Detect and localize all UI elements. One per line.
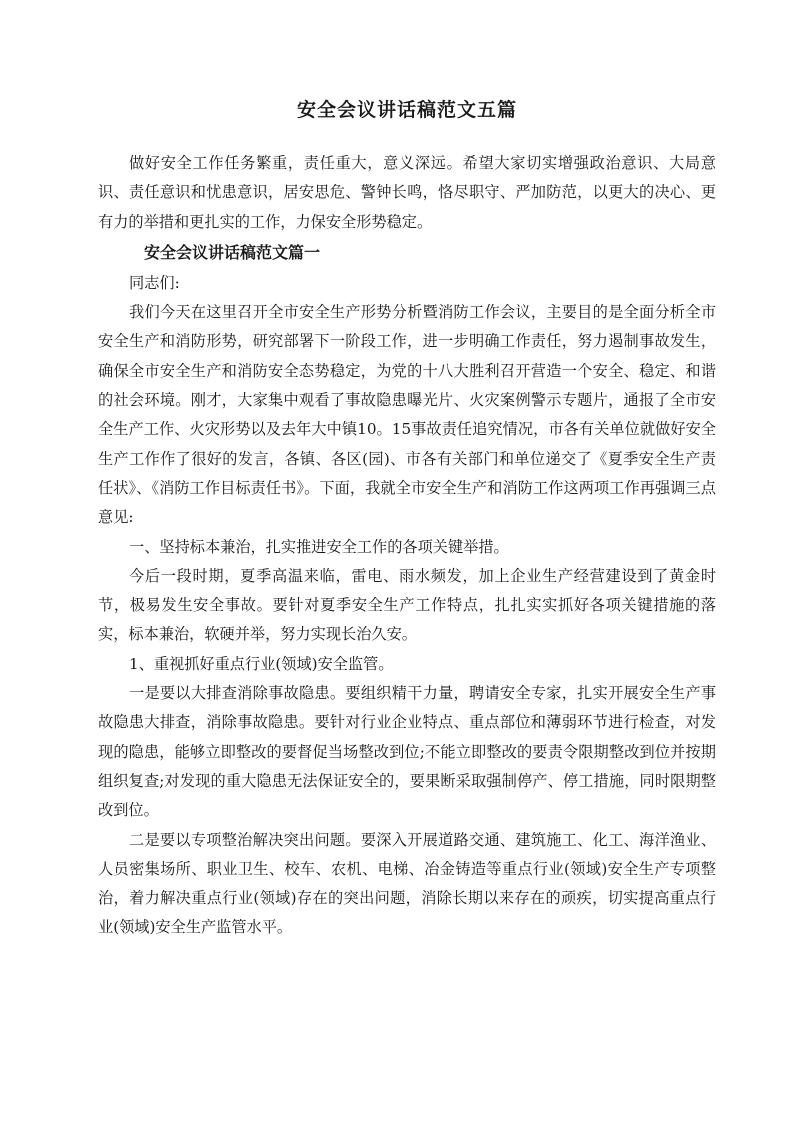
body-paragraph: 一是要以大排查消除事故隐患。要组织精干力量，聘请安全专家，扎实开展安全生产事故隐患大排查，消除事故隐患。要针对行业企业特点、重点部位和薄弱环节进行检查，对发现的隐患，能够立即整改的要督促当场整改到位;不能立即整改的要责令限期整改到位并按期组织复查;对发现的重大隐患无法保证安全的，要果断采取强制停产、停工措施，同时限期整改到位。 (98, 684, 716, 820)
intro-paragraph: 做好安全工作任务繁重，责任重大，意义深远。希望大家切实增强政治意识、大局意识、责任意识和忧患意识，居安思危、警钟长鸣，恪尽职守、严加防范，以更大的决心、更有力的举措和更扎实的工作，力保安全形势稳定。 (98, 154, 716, 231)
body-paragraph: 二是要以专项整治解决突出问题。要深入开展道路交通、建筑施工、化工、海洋渔业、人员密集场所、职业卫生、校车、农机、电梯、冶金铸造等重点行业(领域)安全生产专项整治，着力解决重点行业(领域)存在的突出问题，消除长期以来存在的顽疾，切实提高重点行业(领域)安全生产监管水平。 (98, 830, 716, 937)
opening-paragraph: 我们今天在这里召开全市安全生产形势分析暨消防工作会议，主要目的是全面分析全市安全生产和消防形势，研究部署下一阶段工作，进一步明确工作责任，努力遏制事故发生，确保全市安全生产和消防安全态势稳定，为党的十八大胜利召开营造一个安全、稳定、和谐的社会环境。刚才，大家集中观看了事故隐患曝光片、火灾案例警示专题片，通报了全市安全生产工作、火灾形势以及去年大中镇10。15事故责任追究情况，市各有关单位就做好安全生产工作作了很好的发言，各镇、各区(园)、市各有关部门和单位递交了《夏季安全生产责任状》、《消防工作目标责任书》。下面，我就全市安全生产和消防工作这两项工作再强调三点意见: (98, 303, 716, 527)
subpoint-heading: 1、重视抓好重点行业(领域)安全监管。 (129, 654, 394, 673)
salutation-paragraph: 同志们: (129, 273, 180, 292)
section-heading: 安全会议讲话稿范文篇一 (144, 242, 321, 262)
body-paragraph: 今后一段时期，夏季高温来临，雷电、雨水频发，加上企业生产经营建设到了黄金时节，极易发生安全事故。要针对夏季安全生产工作特点，扎扎实实抓好各项关键措施的落实，标本兼治，软硬并举，努力实现长治久安。 (98, 566, 716, 644)
document-body (98, 149, 716, 943)
point-one-heading: 一、坚持标本兼治，扎实推进安全工作的各项关键举措。 (129, 537, 509, 556)
document-title: 安全会议讲话稿范文五篇 (296, 99, 517, 121)
